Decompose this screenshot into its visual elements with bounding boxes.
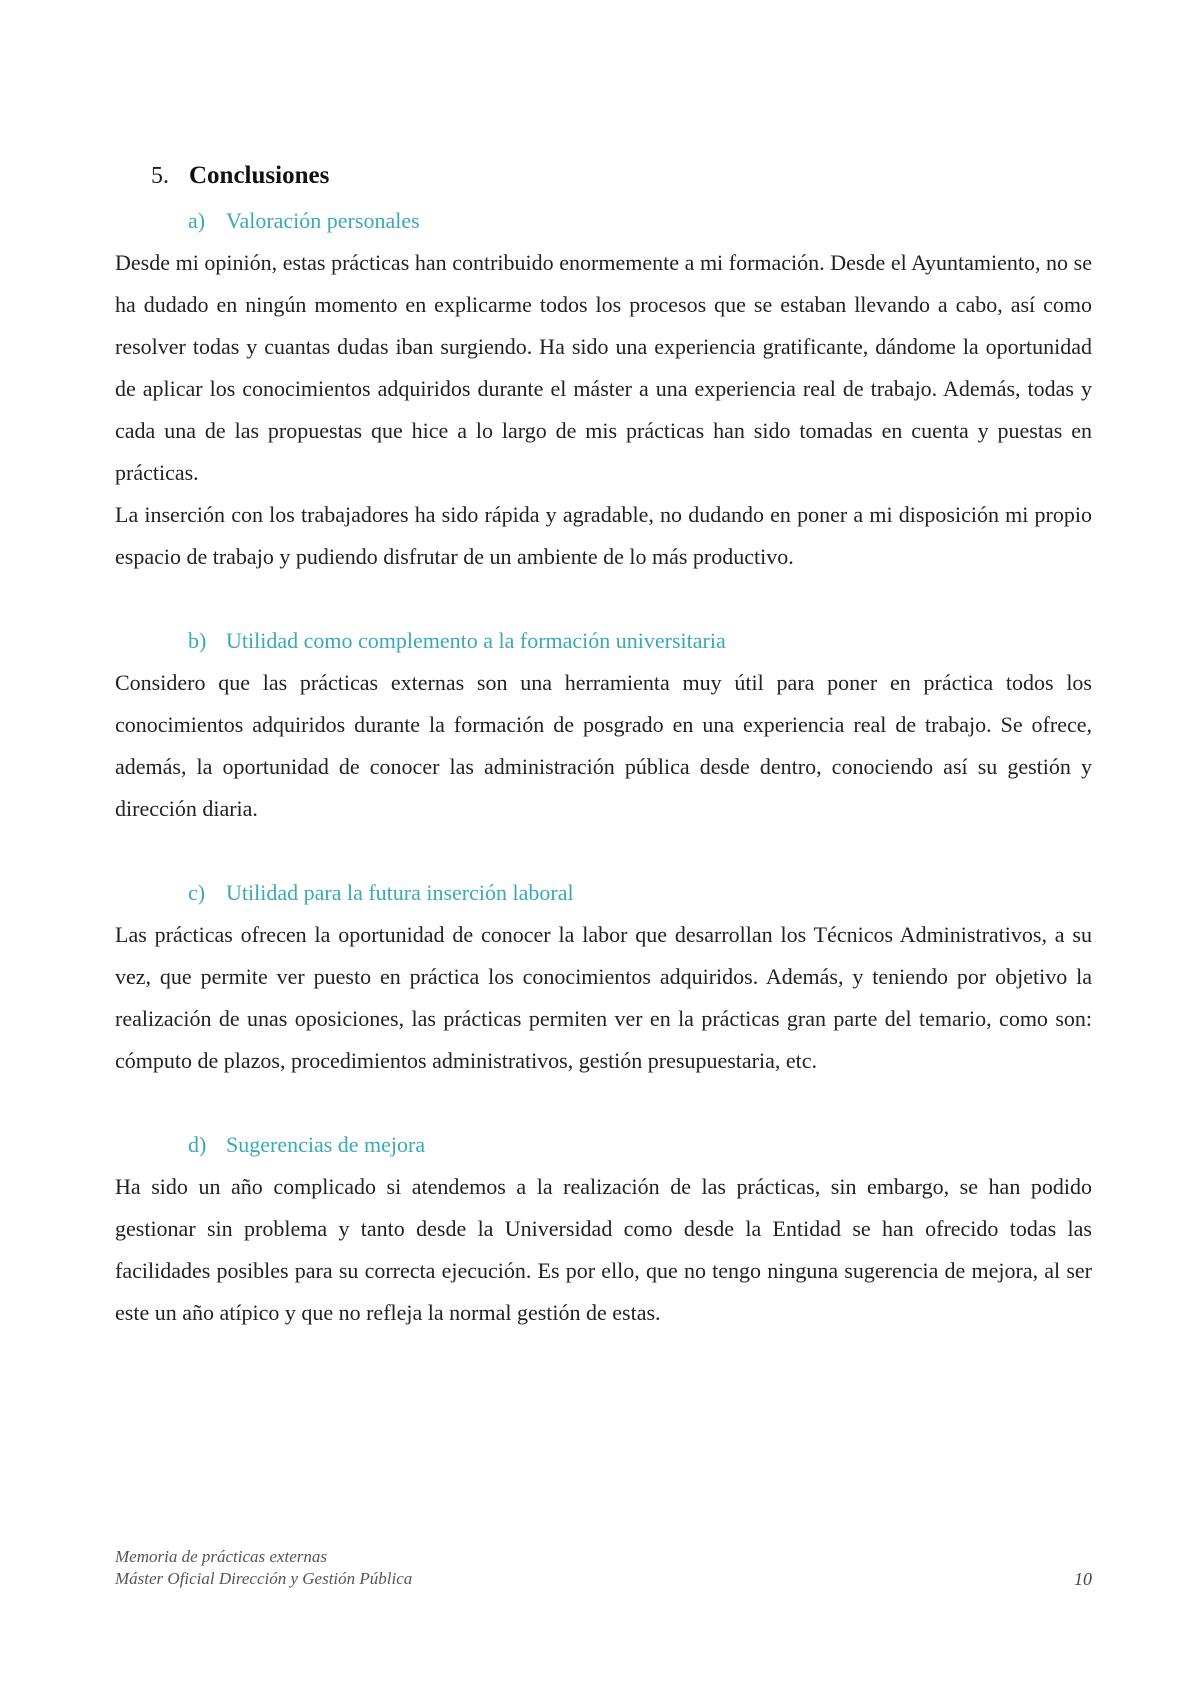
section-heading xyxy=(151,162,1092,190)
subsection-heading-a xyxy=(188,200,1092,242)
subsection-title: Valoración personales xyxy=(226,208,420,233)
paragraph: Considero que las prácticas externas son una herramienta muy útil para poner en práctica todos los conocimientos adquiridos durante la formación de posgrado en una experiencia real de trabajo. Se ofrece, además, la oportunidad de conocer las administración pública desde dentro, conociendo así su gestión y dirección diaria. xyxy=(115,670,1092,821)
section-number: 5. xyxy=(151,163,169,189)
footer-line-2: Máster Oficial Dirección y Gestión Pública xyxy=(115,1569,413,1588)
subsection-heading-b xyxy=(188,620,1092,662)
page-footer xyxy=(115,1546,1092,1590)
section-title: Conclusiones xyxy=(189,162,330,189)
paragraph: Las prácticas ofrecen la oportunidad de conocer la labor que desarrollan los Técnicos Administrativos, a su vez, que permite ver puesto en práctica los conocimientos adquiridos. Además, y teniendo por objetivo la realización de unas oposiciones, las prácticas permiten ver en la prácticas gran parte del temario, como son: cómputo de plazos, procedimientos administrativos, gestión presupuestaria, etc. xyxy=(115,922,1092,1073)
page-content xyxy=(115,162,1092,1334)
subsection-letter: d) xyxy=(188,1132,207,1157)
subsection-letter: a) xyxy=(188,208,206,233)
subsection-title: Utilidad para la futura inserción laboral xyxy=(226,880,574,905)
subsection-letter: b) xyxy=(188,628,207,653)
subsection-heading-d xyxy=(188,1124,1092,1166)
subsection-letter: c) xyxy=(188,880,206,905)
paragraph: Desde mi opinión, estas prácticas han contribuido enormemente a mi formación. Desde el Ayuntamiento, no se ha dudado en ningún momento en explicarme todos los procesos que se estaban llevando a cabo, así como resolver todas y cuantas dudas iban surgiendo. Ha sido una experiencia gratificante, dándome la oportunidad de aplicar los conocimientos adquiridos durante el máster a una experiencia real de trabajo. Además, todas y cada una de las propuestas que hice a lo largo de mis prácticas han sido tomadas en cuenta y puestas en prácticas. xyxy=(115,250,1092,485)
page-number: 10 xyxy=(1074,1569,1092,1589)
subsection-title: Utilidad como complemento a la formación universitaria xyxy=(226,628,726,653)
subsection-heading-c xyxy=(188,872,1092,914)
paragraph: La inserción con los trabajadores ha sido rápida y agradable, no dudando en poner a mi disposición mi propio espacio de trabajo y pudiendo disfrutar de un ambiente de lo más productivo. xyxy=(115,502,1092,569)
footer-line-1: Memoria de prácticas externas xyxy=(115,1547,327,1566)
subsection-title: Sugerencias de mejora xyxy=(226,1132,426,1157)
paragraph: Ha sido un año complicado si atendemos a la realización de las prácticas, sin embargo, se han podido gestionar sin problema y tanto desde la Universidad como desde la Entidad se han ofrecido todas las facilidades posibles para su correcta ejecución. Es por ello, que no tengo ninguna sugerencia de mejora, al ser este un año atípico y que no refleja la normal gestión de estas. xyxy=(115,1174,1092,1325)
footer-row xyxy=(115,1568,1092,1590)
